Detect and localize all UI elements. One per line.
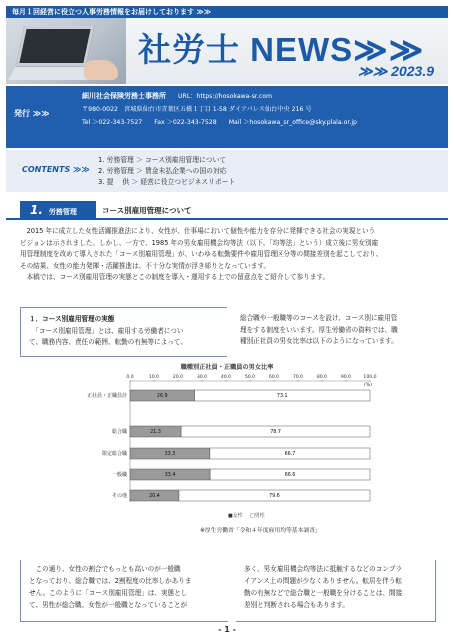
x-tick-label: 20.0 <box>172 375 184 380</box>
chart-source: ※厚生労働省「令和４年度雇用均等基本調査」 <box>200 528 321 534</box>
data-label: 21.3 <box>150 430 161 436</box>
category-label: 一般職 <box>111 472 127 479</box>
gender-ratio-chart <box>78 370 378 526</box>
legend-male: □男性 <box>250 513 265 519</box>
x-tick-label: 50.0 <box>244 375 256 380</box>
office-address: 〒980-0022 宮城県仙台市青葉区五橋１丁目 1-58 ダイアパレス仙台中央 216 号 <box>82 106 312 113</box>
section-header <box>6 200 448 220</box>
laptop-photo <box>6 18 126 84</box>
contents-block <box>6 150 448 192</box>
publisher-label: 発行 ≫≫ <box>14 109 50 118</box>
publisher-block <box>6 86 448 148</box>
x-tick-label: 70.0 <box>292 375 304 380</box>
right-column-text: 総合職や一般職等のコースを設け、コース別に雇用管 理をする制度をいいます。厚生労働省の資料では、職 種別正社員の男女比率は以下のようになっています。 <box>240 314 398 345</box>
subsection-heading: １．コース別雇用管理の実態 <box>29 315 115 323</box>
office-mail[interactable]: Mail ＞hosokawa_sr_office@sky.plala.or.jp <box>228 119 357 126</box>
category-label: 限定総合職 <box>101 451 127 458</box>
x-tick-label: 0.0 <box>126 375 134 380</box>
issue-date: ≫≫ 2023.9 <box>357 63 434 79</box>
data-label: 33.4 <box>164 473 176 479</box>
page-number: - 1 - <box>218 625 236 634</box>
data-label: 79.6 <box>269 494 280 500</box>
unit-label: (%) <box>364 383 372 388</box>
x-tick-label: 90.0 <box>340 375 352 380</box>
section-number-badge: 1. 労務管理 <box>20 201 96 219</box>
header-strip: 毎月１回経営に役立つ人事労務情報をお届けしております ≫≫ <box>6 6 448 18</box>
contents-item[interactable]: 3. 提 供 ＞ 経営に役立つビジネスリポート <box>98 178 236 186</box>
newsletter-title: 社労士 NEWS≫≫ <box>138 31 425 68</box>
x-tick-label: 30.0 <box>196 375 208 380</box>
office-tel: Tel ＞022-343-7527 <box>82 119 143 126</box>
contents-label: CONTENTS ≫≫ <box>22 165 90 174</box>
office-url[interactable]: URL：https://hosokawa-sr.com <box>178 93 273 100</box>
category-label: 正社員・正職員計 <box>86 393 127 400</box>
chart-title: 職種別正社員・正職員の男女比率 <box>180 364 274 371</box>
data-label: 73.1 <box>276 394 288 400</box>
contents-item[interactable]: 1. 労務管理 ＞ コース別雇用管理について <box>98 156 227 164</box>
data-label: 26.9 <box>156 394 168 400</box>
x-tick-label: 10.0 <box>148 375 160 380</box>
bottom-left-box: この通り、女性の割合でもっとも高いのが一般職 となっており、総合職では、2割程度の比率しかありま せん。このように「コース別雇用管理」は、実態とし て、男性が総合職、女性が一般職となっていることが <box>20 560 228 622</box>
category-label: その他 <box>111 493 127 500</box>
two-column-text <box>20 307 436 357</box>
contents-item[interactable]: 2. 労務管理 ＞ 賃金未払企業への国の対応 <box>98 167 227 175</box>
bottom-right-box: 多く、男女雇用機会均等法に抵触するなどのコンプラ イアンス上の問題が少なくありません。転居を伴う転 勤の有無などで総合職と一般職を分けることは、間接 差別と判断される場合もあります。 <box>236 560 436 622</box>
intro-paragraph: 2015 年に成立した女性活躍推進法により、女性が、仕事場において個性や能力を存分に発揮できる社会の実現という ビジョンは示されました。しかし、一方で、1985 年の男女雇用機会均等法（以下、「均等法」という）成立後に男女別雇 用管理制度を改めて導入された「コース別雇用管理」が、いわゆる転勤要件や雇用管理区分等の間接差別を起こしており、 その結果、女性の能力発揮・活躍推進は、不十分な実情が浮き彫りとなっています。 本稿では、コース別雇用管理の実態とこの制度を導入・運用する上での留意点をご紹介して参ります。 <box>20 227 383 281</box>
data-label: 20.4 <box>149 494 160 500</box>
legend-female: ■女性 <box>228 513 243 519</box>
section-title: コース別雇用管理について <box>102 206 192 215</box>
office-name: 細川社会保険労務士事務所 <box>82 92 166 100</box>
data-label: 66.7 <box>284 452 296 458</box>
x-tick-label: 80.0 <box>316 375 328 380</box>
left-column-box: １．コース別雇用管理の実態 「コース別雇用管理」とは、雇用する労働者につい て、職務内容、責任の範囲、転勤の有無等によって、 <box>20 307 227 357</box>
office-fax: Fax ＞022-343-7528 <box>154 119 217 126</box>
x-tick-label: 60.0 <box>268 375 280 380</box>
category-label: 総合職 <box>111 429 127 436</box>
data-label: 66.6 <box>284 473 296 479</box>
data-label: 78.7 <box>270 430 281 436</box>
x-tick-label: 40.0 <box>220 375 232 380</box>
masthead <box>6 18 448 84</box>
x-tick-label: 100.0 <box>363 375 377 380</box>
data-label: 33.3 <box>164 452 176 458</box>
